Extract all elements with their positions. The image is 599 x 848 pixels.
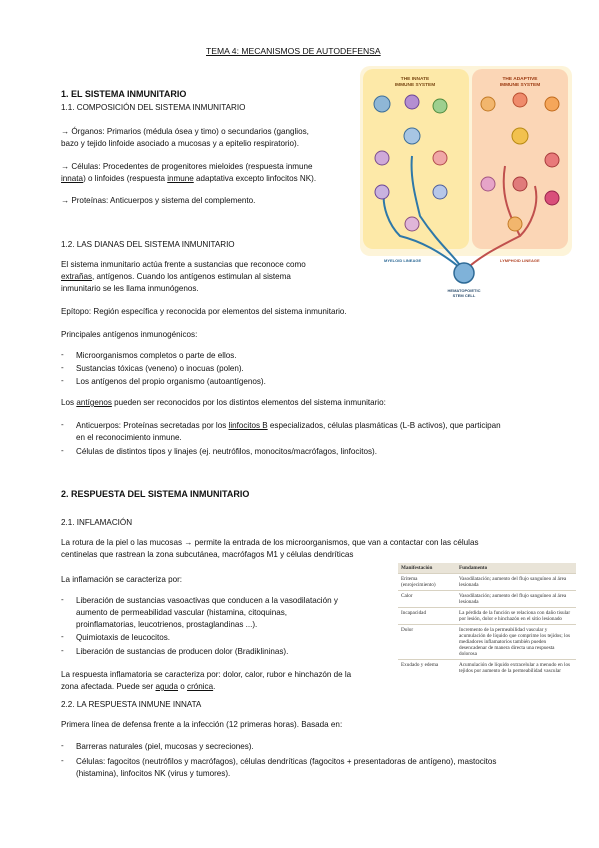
myeloid-lineage-label: MYELOID LINEAGE — [384, 258, 422, 263]
table-cell: Incremento de la permeabilidad vascular y acumulación de líquido que comprime los tejidos; los mediadores inflamatorios también pueden desencadenar de manera directa una respuesta dolorosa — [456, 625, 576, 660]
stem-cell-label-1: HEMATOPOIETIC — [447, 288, 481, 293]
celulas-text-d: adaptativa excepto linfocitos NK). — [193, 174, 317, 183]
bullet-dash: - — [61, 350, 64, 359]
dianas-line-3: inmunitario se les llama inmunógenos. — [61, 284, 199, 293]
table-cell: Calor — [398, 591, 456, 608]
dianas-line-1: El sistema inmunitario actúa frente a sustancias que reconoce como — [61, 260, 306, 269]
adaptive-title-1: THE ADAPTIVE — [502, 77, 538, 82]
table-header-cell: Fundamento — [456, 563, 576, 574]
list-item: Liberación de sustancias vasoactivas que conducen a la vasodilatación y — [76, 596, 338, 605]
subsection-1-2-heading: 1.2. LAS DIANAS DEL SISTEMA INMUNITARIO — [61, 240, 235, 249]
bullet-dash: - — [61, 363, 64, 372]
rotura-line-1: La rotura de la piel o las mucosas → permite la entrada de los microorganismos, que van a contactar con las células — [61, 538, 479, 547]
stem-cell-label-2: STEM CELL — [452, 293, 476, 298]
bullet-dash: - — [61, 446, 64, 455]
innate-title-2: IMMUNE SYSTEM — [394, 83, 436, 88]
proteinas-line: → Proteínas: Anticuerpos y sistema del complemento. — [61, 196, 256, 205]
antigenos-a: Los — [61, 398, 77, 407]
table-row — [398, 591, 576, 608]
immune-system-illustration — [360, 66, 572, 304]
lymphoid-lineage-label: LYMPHOID LINEAGE — [500, 258, 540, 263]
list-item: Los antígenos del propio organismo (autoantígenos). — [76, 377, 266, 386]
list-item: Células de distintos tipos y linajes (ej. neutrófilos, monocitos/macrófagos, linfocitos). — [76, 447, 377, 456]
table-cell: Incapacidad — [398, 608, 456, 625]
cytotoxic-t-cell-icon — [513, 93, 527, 107]
list-item: Barreras naturales (piel, mucosas y secreciones). — [76, 742, 254, 751]
caracteriza-line: La inflamación se caracteriza por: — [61, 575, 183, 584]
monocyte-cell-icon — [404, 128, 420, 144]
b-cell-progenitor-icon — [513, 177, 527, 191]
subsection-2-1-heading: 2.1. INFLAMACIÓN — [61, 518, 133, 527]
dianas-text-b: , antígenos. Cuando los antígenos estimulan al sistema — [92, 272, 291, 281]
resp-e: . — [213, 682, 216, 691]
inflammation-table — [398, 563, 576, 676]
table-header-cell: Manifestación — [398, 563, 456, 574]
celulas-line-2 — [61, 173, 316, 184]
table-cell: La pérdida de la función se relaciona con daño tisular por lesión, dolor e hinchazón en el sitio lesionado — [456, 608, 576, 625]
table-row — [398, 660, 576, 677]
memory-t-cell-icon — [481, 97, 495, 111]
respuesta-line-1: La respuesta inflamatoria se caracteriza por: dolor, calor, rubor e hinchazón de la — [61, 670, 352, 679]
subsection-1-1-heading: 1.1. COMPOSICIÓN DEL SISTEMA INMUNITARIO — [61, 103, 246, 112]
table-row — [398, 574, 576, 591]
respuesta-line-2 — [61, 681, 215, 692]
innate-title-1: THE INNATE — [400, 77, 430, 82]
inmune-term: inmune — [167, 174, 194, 183]
table-cell: Dolor — [398, 625, 456, 660]
mast-cell-icon — [375, 185, 389, 199]
table-row — [398, 608, 576, 625]
table-cell: Exudado y edema — [398, 660, 456, 677]
section-1-heading: 1. EL SISTEMA INMUNITARIO — [61, 89, 187, 99]
lymphoid-progenitor-icon — [508, 217, 522, 231]
principales-line: Principales antígenos inmunogénicos: — [61, 330, 198, 339]
list-item-continuation: proinflamatorias, leucotrienos, prostaglandinas ...). — [76, 620, 258, 629]
rotura-line-2: centinelas que rastrean la zona subcutánea, macrófagos M1 y células dendríticas — [61, 550, 354, 559]
list-item: Liberación de sustancias de producen dolor (Bradiklininas). — [76, 647, 289, 656]
page-title: TEMA 4: MECANISMOS DE AUTODEFENSA — [206, 46, 381, 56]
bullet-dash: - — [61, 595, 64, 604]
bullet-dash: - — [61, 741, 64, 750]
list-item — [76, 420, 501, 431]
antigenos-c: pueden ser reconocidos por los distintos elementos del sistema inmunitario: — [111, 398, 386, 407]
resp-a: zona afectada. Puede ser — [61, 682, 156, 691]
table-cell: Acumulación de líquido extracelular a menudo en los tejidos por aumento de la permeabilidad vascular — [456, 660, 576, 677]
macrophage-cell-icon — [374, 96, 390, 112]
list-item-continuation: (histamina), linfocitos NK (virus y tumores). — [76, 769, 231, 778]
list-item: Microorganismos completos o parte de ellos. — [76, 351, 237, 360]
list-item-continuation: en el reconocimiento inmune. — [76, 433, 182, 442]
table-header-row — [398, 563, 576, 574]
resp-c: o — [178, 682, 188, 691]
neutrophil-cell-icon — [375, 151, 389, 165]
organos-line-1: → Órganos: Primarios (médula ósea y timo) o secundarios (ganglios, — [61, 127, 309, 136]
antigenos-term: antígenos — [76, 398, 112, 407]
table-cell: Eritema (enrojecimiento) — [398, 574, 456, 591]
aguda-term: aguda — [155, 682, 179, 691]
list-item: Quimiotaxis de leucocitos. — [76, 633, 171, 642]
celulas-text-b: ) o linfoides (respuesta — [83, 174, 168, 183]
linfocitos-b-term: linfocitos B — [228, 421, 268, 430]
section-2-heading: 2. RESPUESTA DEL SISTEMA INMUNITARIO — [61, 489, 250, 499]
bullet-dash: - — [61, 632, 64, 641]
list-item: Células: fagocitos (neutrófilos y macrófagos), células dendríticas (fagocitos + presentadoras de antígeno), mastocitos — [76, 757, 497, 766]
eosinophil-cell-icon — [433, 151, 447, 165]
dendritic-cell-icon — [433, 99, 447, 113]
mast-cell-icon — [405, 95, 419, 109]
subsection-2-2-heading: 2.2. LA RESPUESTA INMUNE INNATA — [61, 700, 202, 709]
immune-system-figure — [360, 66, 572, 304]
table-cell: Vasodilatación; aumento del flujo sanguíneo al área lesionada — [456, 574, 576, 591]
t-cell-progenitor-icon — [512, 128, 528, 144]
cronica-term: crónica — [187, 682, 214, 691]
table-row — [398, 625, 576, 660]
natural-killer-cell-icon — [481, 177, 495, 191]
extranas-term: extrañas — [61, 272, 93, 281]
epitopo-line: Epítopo: Región específica y reconocida por elementos del sistema inmunitario. — [61, 307, 347, 316]
anticuerpos-a: Anticuerpos: Proteínas secretadas por los — [76, 421, 229, 430]
organos-line-2: bazo y tejido linfoide asociado a mucosas y a epitelio respiratorio). — [61, 139, 299, 148]
primera-line: Primera línea de defensa frente a la infección (12 primeras horas). Basada en: — [61, 720, 343, 729]
anticuerpos-c: especializados, células plasmáticas (L-B activos), que participan — [267, 421, 501, 430]
dianas-line-2 — [61, 271, 291, 282]
celulas-line-1: → Células: Procedentes de progenitores mieloides (respuesta inmune — [61, 162, 313, 171]
innata-term: innata — [61, 174, 84, 183]
helper-t-cell-icon — [545, 97, 559, 111]
adaptive-title-2: IMMUNE SYSTEM — [499, 83, 541, 88]
table-cell: Vasodilatación; aumento del flujo sanguíneo al área lesionada — [456, 591, 576, 608]
bullet-dash: - — [61, 646, 64, 655]
list-item-continuation: aumento de permeabilidad vascular (histamina, citoquinas, — [76, 608, 288, 617]
hematopoietic-stem-cell-icon — [454, 263, 474, 283]
bullet-dash: - — [61, 756, 64, 765]
bullet-dash: - — [61, 420, 64, 429]
plasma-cell-icon — [545, 153, 559, 167]
myeloid-progenitor-icon — [405, 217, 419, 231]
list-item: Sustancias tóxicas (veneno) o inocuas (polen). — [76, 364, 244, 373]
memory-b-cell-icon — [545, 191, 559, 205]
basophil-cell-icon — [433, 185, 447, 199]
bullet-dash: - — [61, 376, 64, 385]
antigenos-line — [61, 397, 386, 408]
